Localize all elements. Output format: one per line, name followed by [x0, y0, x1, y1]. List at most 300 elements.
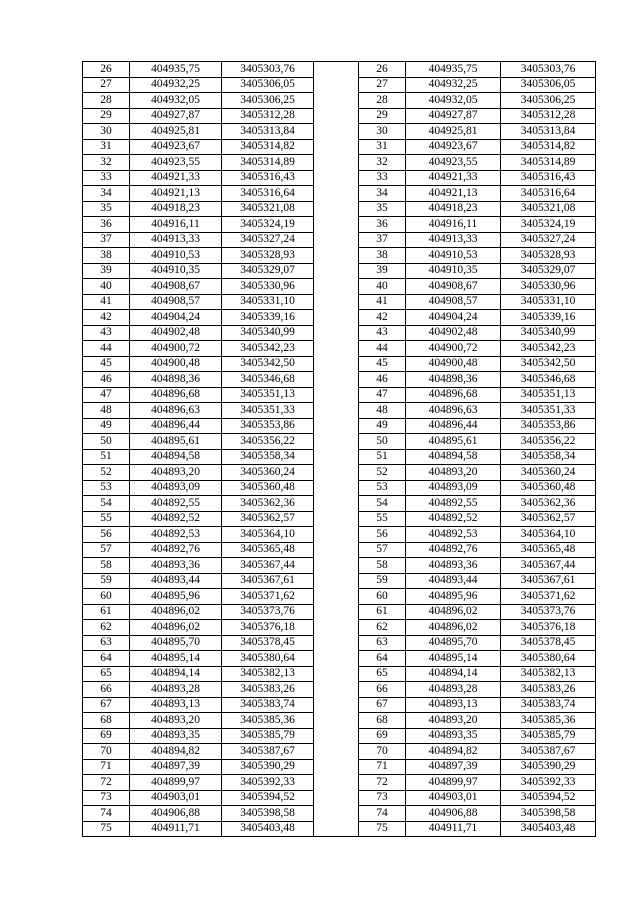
right-point-number-cell: 41 — [359, 294, 406, 310]
right-point-number-cell: 60 — [359, 589, 406, 605]
left-point-number-cell: 38 — [83, 248, 130, 264]
left-point-number-cell: 50 — [83, 434, 130, 450]
right-y-coordinate-cell: 3405385,36 — [501, 713, 596, 729]
left-x-coordinate-cell: 404893,44 — [130, 573, 222, 589]
left-point-number-cell: 53 — [83, 480, 130, 496]
left-point-number-cell: 37 — [83, 232, 130, 248]
table-row — [83, 465, 596, 481]
left-x-coordinate-cell: 404908,67 — [130, 279, 222, 295]
right-point-number-cell: 44 — [359, 341, 406, 357]
left-x-coordinate-cell: 404923,55 — [130, 155, 222, 171]
left-point-number-cell: 55 — [83, 511, 130, 527]
right-x-coordinate-cell: 404893,20 — [406, 713, 501, 729]
left-x-coordinate-cell: 404893,36 — [130, 558, 222, 574]
column-spacer — [314, 93, 359, 109]
table-row — [83, 821, 596, 837]
left-point-number-cell: 73 — [83, 790, 130, 806]
left-point-number-cell: 59 — [83, 573, 130, 589]
left-y-coordinate-cell: 3405321,08 — [222, 201, 314, 217]
right-y-coordinate-cell: 3405364,10 — [501, 527, 596, 543]
left-x-coordinate-cell: 404923,67 — [130, 139, 222, 155]
table-row — [83, 759, 596, 775]
left-y-coordinate-cell: 3405390,29 — [222, 759, 314, 775]
right-x-coordinate-cell: 404923,55 — [406, 155, 501, 171]
left-y-coordinate-cell: 3405342,50 — [222, 356, 314, 372]
left-point-number-cell: 74 — [83, 806, 130, 822]
left-y-coordinate-cell: 3405398,58 — [222, 806, 314, 822]
right-point-number-cell: 45 — [359, 356, 406, 372]
left-y-coordinate-cell: 3405316,64 — [222, 186, 314, 202]
left-y-coordinate-cell: 3405324,19 — [222, 217, 314, 233]
table-row — [83, 418, 596, 434]
column-spacer — [314, 434, 359, 450]
left-point-number-cell: 75 — [83, 821, 130, 837]
right-point-number-cell: 51 — [359, 449, 406, 465]
table-row — [83, 542, 596, 558]
left-x-coordinate-cell: 404898,36 — [130, 372, 222, 388]
left-x-coordinate-cell: 404894,58 — [130, 449, 222, 465]
column-spacer — [314, 775, 359, 791]
right-x-coordinate-cell: 404895,70 — [406, 635, 501, 651]
left-x-coordinate-cell: 404892,53 — [130, 527, 222, 543]
column-spacer — [314, 418, 359, 434]
right-x-coordinate-cell: 404894,82 — [406, 744, 501, 760]
table-row — [83, 790, 596, 806]
right-point-number-cell: 30 — [359, 124, 406, 140]
right-y-coordinate-cell: 3405398,58 — [501, 806, 596, 822]
left-point-number-cell: 63 — [83, 635, 130, 651]
right-x-coordinate-cell: 404932,05 — [406, 93, 501, 109]
table-row — [83, 604, 596, 620]
column-spacer — [314, 403, 359, 419]
right-x-coordinate-cell: 404894,58 — [406, 449, 501, 465]
left-x-coordinate-cell: 404893,09 — [130, 480, 222, 496]
table-row — [83, 558, 596, 574]
table-row — [83, 449, 596, 465]
right-point-number-cell: 37 — [359, 232, 406, 248]
coordinates-table — [82, 61, 596, 837]
right-y-coordinate-cell: 3405316,64 — [501, 186, 596, 202]
left-x-coordinate-cell: 404935,75 — [130, 62, 222, 78]
right-y-coordinate-cell: 3405356,22 — [501, 434, 596, 450]
right-y-coordinate-cell: 3405330,96 — [501, 279, 596, 295]
table-row — [83, 108, 596, 124]
column-spacer — [314, 666, 359, 682]
table-row — [83, 728, 596, 744]
left-point-number-cell: 29 — [83, 108, 130, 124]
left-y-coordinate-cell: 3405387,67 — [222, 744, 314, 760]
column-spacer — [314, 77, 359, 93]
right-y-coordinate-cell: 3405353,86 — [501, 418, 596, 434]
left-point-number-cell: 35 — [83, 201, 130, 217]
right-x-coordinate-cell: 404893,20 — [406, 465, 501, 481]
right-x-coordinate-cell: 404935,75 — [406, 62, 501, 78]
table-row — [83, 434, 596, 450]
left-y-coordinate-cell: 3405356,22 — [222, 434, 314, 450]
left-x-coordinate-cell: 404896,02 — [130, 620, 222, 636]
left-point-number-cell: 62 — [83, 620, 130, 636]
left-x-coordinate-cell: 404895,14 — [130, 651, 222, 667]
column-spacer — [314, 511, 359, 527]
right-point-number-cell: 54 — [359, 496, 406, 512]
table-body — [83, 62, 596, 837]
table-row — [83, 403, 596, 419]
column-spacer — [314, 465, 359, 481]
left-x-coordinate-cell: 404921,33 — [130, 170, 222, 186]
left-point-number-cell: 41 — [83, 294, 130, 310]
right-y-coordinate-cell: 3405365,48 — [501, 542, 596, 558]
table-row — [83, 713, 596, 729]
right-x-coordinate-cell: 404896,68 — [406, 387, 501, 403]
right-x-coordinate-cell: 404900,48 — [406, 356, 501, 372]
right-y-coordinate-cell: 3405385,79 — [501, 728, 596, 744]
table-row — [83, 294, 596, 310]
table-row — [83, 635, 596, 651]
table-row — [83, 232, 596, 248]
table-row — [83, 201, 596, 217]
left-x-coordinate-cell: 404910,53 — [130, 248, 222, 264]
right-point-number-cell: 48 — [359, 403, 406, 419]
column-spacer — [314, 697, 359, 713]
right-point-number-cell: 62 — [359, 620, 406, 636]
right-x-coordinate-cell: 404895,14 — [406, 651, 501, 667]
right-x-coordinate-cell: 404893,13 — [406, 697, 501, 713]
right-point-number-cell: 31 — [359, 139, 406, 155]
left-y-coordinate-cell: 3405327,24 — [222, 232, 314, 248]
right-x-coordinate-cell: 404897,39 — [406, 759, 501, 775]
right-y-coordinate-cell: 3405360,24 — [501, 465, 596, 481]
right-y-coordinate-cell: 3405390,29 — [501, 759, 596, 775]
right-point-number-cell: 63 — [359, 635, 406, 651]
right-y-coordinate-cell: 3405362,36 — [501, 496, 596, 512]
left-x-coordinate-cell: 404895,70 — [130, 635, 222, 651]
right-point-number-cell: 34 — [359, 186, 406, 202]
right-y-coordinate-cell: 3405360,48 — [501, 480, 596, 496]
right-y-coordinate-cell: 3405314,82 — [501, 139, 596, 155]
left-point-number-cell: 42 — [83, 310, 130, 326]
right-y-coordinate-cell: 3405321,08 — [501, 201, 596, 217]
left-point-number-cell: 48 — [83, 403, 130, 419]
column-spacer — [314, 279, 359, 295]
right-point-number-cell: 32 — [359, 155, 406, 171]
right-point-number-cell: 75 — [359, 821, 406, 837]
right-point-number-cell: 50 — [359, 434, 406, 450]
left-x-coordinate-cell: 404932,05 — [130, 93, 222, 109]
column-spacer — [314, 170, 359, 186]
left-point-number-cell: 28 — [83, 93, 130, 109]
left-x-coordinate-cell: 404893,28 — [130, 682, 222, 698]
left-point-number-cell: 68 — [83, 713, 130, 729]
table-row — [83, 139, 596, 155]
left-point-number-cell: 69 — [83, 728, 130, 744]
left-x-coordinate-cell: 404895,61 — [130, 434, 222, 450]
left-x-coordinate-cell: 404918,23 — [130, 201, 222, 217]
left-y-coordinate-cell: 3405360,24 — [222, 465, 314, 481]
right-point-number-cell: 59 — [359, 573, 406, 589]
right-point-number-cell: 73 — [359, 790, 406, 806]
left-y-coordinate-cell: 3405312,28 — [222, 108, 314, 124]
table-row — [83, 341, 596, 357]
right-point-number-cell: 61 — [359, 604, 406, 620]
left-point-number-cell: 65 — [83, 666, 130, 682]
right-x-coordinate-cell: 404898,36 — [406, 372, 501, 388]
left-point-number-cell: 40 — [83, 279, 130, 295]
right-x-coordinate-cell: 404903,01 — [406, 790, 501, 806]
left-point-number-cell: 49 — [83, 418, 130, 434]
left-x-coordinate-cell: 404896,44 — [130, 418, 222, 434]
left-y-coordinate-cell: 3405329,07 — [222, 263, 314, 279]
left-x-coordinate-cell: 404913,33 — [130, 232, 222, 248]
table-row — [83, 527, 596, 543]
left-point-number-cell: 52 — [83, 465, 130, 481]
left-point-number-cell: 30 — [83, 124, 130, 140]
table-row — [83, 666, 596, 682]
table-row — [83, 356, 596, 372]
table-row — [83, 806, 596, 822]
left-y-coordinate-cell: 3405362,57 — [222, 511, 314, 527]
table-row — [83, 775, 596, 791]
right-y-coordinate-cell: 3405327,24 — [501, 232, 596, 248]
left-x-coordinate-cell: 404902,48 — [130, 325, 222, 341]
right-point-number-cell: 57 — [359, 542, 406, 558]
table-row — [83, 372, 596, 388]
column-spacer — [314, 124, 359, 140]
right-y-coordinate-cell: 3405331,10 — [501, 294, 596, 310]
table-row — [83, 620, 596, 636]
right-y-coordinate-cell: 3405358,34 — [501, 449, 596, 465]
left-point-number-cell: 26 — [83, 62, 130, 78]
right-x-coordinate-cell: 404902,48 — [406, 325, 501, 341]
table-row — [83, 480, 596, 496]
left-x-coordinate-cell: 404908,57 — [130, 294, 222, 310]
left-y-coordinate-cell: 3405378,45 — [222, 635, 314, 651]
left-point-number-cell: 56 — [83, 527, 130, 543]
left-y-coordinate-cell: 3405367,44 — [222, 558, 314, 574]
left-point-number-cell: 57 — [83, 542, 130, 558]
left-point-number-cell: 72 — [83, 775, 130, 791]
left-y-coordinate-cell: 3405316,43 — [222, 170, 314, 186]
right-x-coordinate-cell: 404895,61 — [406, 434, 501, 450]
column-spacer — [314, 341, 359, 357]
left-x-coordinate-cell: 404893,13 — [130, 697, 222, 713]
left-x-coordinate-cell: 404906,88 — [130, 806, 222, 822]
right-x-coordinate-cell: 404923,67 — [406, 139, 501, 155]
right-x-coordinate-cell: 404916,11 — [406, 217, 501, 233]
left-x-coordinate-cell: 404900,48 — [130, 356, 222, 372]
left-point-number-cell: 64 — [83, 651, 130, 667]
left-point-number-cell: 32 — [83, 155, 130, 171]
left-point-number-cell: 33 — [83, 170, 130, 186]
left-x-coordinate-cell: 404911,71 — [130, 821, 222, 837]
right-x-coordinate-cell: 404893,09 — [406, 480, 501, 496]
column-spacer — [314, 558, 359, 574]
left-x-coordinate-cell: 404925,81 — [130, 124, 222, 140]
right-y-coordinate-cell: 3405303,76 — [501, 62, 596, 78]
right-point-number-cell: 49 — [359, 418, 406, 434]
right-y-coordinate-cell: 3405351,13 — [501, 387, 596, 403]
column-spacer — [314, 620, 359, 636]
left-y-coordinate-cell: 3405342,23 — [222, 341, 314, 357]
right-x-coordinate-cell: 404899,97 — [406, 775, 501, 791]
column-spacer — [314, 108, 359, 124]
left-x-coordinate-cell: 404910,35 — [130, 263, 222, 279]
right-x-coordinate-cell: 404908,67 — [406, 279, 501, 295]
left-y-coordinate-cell: 3405314,82 — [222, 139, 314, 155]
right-y-coordinate-cell: 3405312,28 — [501, 108, 596, 124]
column-spacer — [314, 728, 359, 744]
column-spacer — [314, 186, 359, 202]
left-y-coordinate-cell: 3405306,05 — [222, 77, 314, 93]
right-y-coordinate-cell: 3405367,61 — [501, 573, 596, 589]
right-point-number-cell: 40 — [359, 279, 406, 295]
column-spacer — [314, 294, 359, 310]
left-point-number-cell: 71 — [83, 759, 130, 775]
column-spacer — [314, 542, 359, 558]
table-row — [83, 155, 596, 171]
right-x-coordinate-cell: 404893,44 — [406, 573, 501, 589]
right-y-coordinate-cell: 3405367,44 — [501, 558, 596, 574]
column-spacer — [314, 356, 359, 372]
column-spacer — [314, 651, 359, 667]
right-point-number-cell: 66 — [359, 682, 406, 698]
left-x-coordinate-cell: 404897,39 — [130, 759, 222, 775]
right-y-coordinate-cell: 3405342,50 — [501, 356, 596, 372]
left-y-coordinate-cell: 3405313,84 — [222, 124, 314, 140]
column-spacer — [314, 604, 359, 620]
column-spacer — [314, 217, 359, 233]
right-point-number-cell: 35 — [359, 201, 406, 217]
column-spacer — [314, 821, 359, 837]
right-point-number-cell: 69 — [359, 728, 406, 744]
right-y-coordinate-cell: 3405362,57 — [501, 511, 596, 527]
left-point-number-cell: 54 — [83, 496, 130, 512]
right-y-coordinate-cell: 3405371,62 — [501, 589, 596, 605]
right-point-number-cell: 64 — [359, 651, 406, 667]
left-y-coordinate-cell: 3405364,10 — [222, 527, 314, 543]
right-x-coordinate-cell: 404921,13 — [406, 186, 501, 202]
left-x-coordinate-cell: 404904,24 — [130, 310, 222, 326]
left-point-number-cell: 47 — [83, 387, 130, 403]
left-x-coordinate-cell: 404893,35 — [130, 728, 222, 744]
right-y-coordinate-cell: 3405376,18 — [501, 620, 596, 636]
right-y-coordinate-cell: 3405380,64 — [501, 651, 596, 667]
left-point-number-cell: 67 — [83, 697, 130, 713]
right-point-number-cell: 47 — [359, 387, 406, 403]
right-x-coordinate-cell: 404913,33 — [406, 232, 501, 248]
left-point-number-cell: 61 — [83, 604, 130, 620]
right-x-coordinate-cell: 404894,14 — [406, 666, 501, 682]
column-spacer — [314, 480, 359, 496]
table-row — [83, 651, 596, 667]
right-point-number-cell: 43 — [359, 325, 406, 341]
column-spacer — [314, 744, 359, 760]
left-y-coordinate-cell: 3405362,36 — [222, 496, 314, 512]
left-y-coordinate-cell: 3405306,25 — [222, 93, 314, 109]
table-row — [83, 697, 596, 713]
right-y-coordinate-cell: 3405306,05 — [501, 77, 596, 93]
left-y-coordinate-cell: 3405351,33 — [222, 403, 314, 419]
right-y-coordinate-cell: 3405342,23 — [501, 341, 596, 357]
right-x-coordinate-cell: 404900,72 — [406, 341, 501, 357]
left-y-coordinate-cell: 3405360,48 — [222, 480, 314, 496]
right-x-coordinate-cell: 404921,33 — [406, 170, 501, 186]
right-y-coordinate-cell: 3405306,25 — [501, 93, 596, 109]
left-x-coordinate-cell: 404903,01 — [130, 790, 222, 806]
right-x-coordinate-cell: 404896,02 — [406, 620, 501, 636]
right-y-coordinate-cell: 3405329,07 — [501, 263, 596, 279]
left-y-coordinate-cell: 3405383,74 — [222, 697, 314, 713]
right-point-number-cell: 53 — [359, 480, 406, 496]
right-x-coordinate-cell: 404904,24 — [406, 310, 501, 326]
right-y-coordinate-cell: 3405316,43 — [501, 170, 596, 186]
left-point-number-cell: 51 — [83, 449, 130, 465]
right-x-coordinate-cell: 404893,35 — [406, 728, 501, 744]
right-y-coordinate-cell: 3405351,33 — [501, 403, 596, 419]
left-x-coordinate-cell: 404927,87 — [130, 108, 222, 124]
right-point-number-cell: 72 — [359, 775, 406, 791]
right-y-coordinate-cell: 3405346,68 — [501, 372, 596, 388]
table-row — [83, 310, 596, 326]
left-y-coordinate-cell: 3405385,79 — [222, 728, 314, 744]
right-point-number-cell: 71 — [359, 759, 406, 775]
table-row — [83, 217, 596, 233]
right-x-coordinate-cell: 404895,96 — [406, 589, 501, 605]
right-point-number-cell: 38 — [359, 248, 406, 264]
right-y-coordinate-cell: 3405339,16 — [501, 310, 596, 326]
right-y-coordinate-cell: 3405340,99 — [501, 325, 596, 341]
table-row — [83, 682, 596, 698]
right-y-coordinate-cell: 3405378,45 — [501, 635, 596, 651]
right-point-number-cell: 74 — [359, 806, 406, 822]
left-y-coordinate-cell: 3405376,18 — [222, 620, 314, 636]
table-row — [83, 744, 596, 760]
left-x-coordinate-cell: 404916,11 — [130, 217, 222, 233]
left-y-coordinate-cell: 3405380,64 — [222, 651, 314, 667]
table-row — [83, 511, 596, 527]
table-row — [83, 325, 596, 341]
table-row — [83, 62, 596, 78]
table-row — [83, 263, 596, 279]
right-y-coordinate-cell: 3405328,93 — [501, 248, 596, 264]
column-spacer — [314, 387, 359, 403]
right-x-coordinate-cell: 404896,44 — [406, 418, 501, 434]
left-y-coordinate-cell: 3405392,33 — [222, 775, 314, 791]
left-x-coordinate-cell: 404894,14 — [130, 666, 222, 682]
right-point-number-cell: 56 — [359, 527, 406, 543]
column-spacer — [314, 527, 359, 543]
left-y-coordinate-cell: 3405351,13 — [222, 387, 314, 403]
right-y-coordinate-cell: 3405313,84 — [501, 124, 596, 140]
right-x-coordinate-cell: 404892,55 — [406, 496, 501, 512]
column-spacer — [314, 682, 359, 698]
left-y-coordinate-cell: 3405346,68 — [222, 372, 314, 388]
left-point-number-cell: 46 — [83, 372, 130, 388]
right-y-coordinate-cell: 3405403,48 — [501, 821, 596, 837]
table-row — [83, 589, 596, 605]
right-point-number-cell: 70 — [359, 744, 406, 760]
table-row — [83, 279, 596, 295]
right-y-coordinate-cell: 3405394,52 — [501, 790, 596, 806]
right-point-number-cell: 39 — [359, 263, 406, 279]
left-y-coordinate-cell: 3405403,48 — [222, 821, 314, 837]
right-point-number-cell: 42 — [359, 310, 406, 326]
column-spacer — [314, 790, 359, 806]
left-y-coordinate-cell: 3405358,34 — [222, 449, 314, 465]
column-spacer — [314, 635, 359, 651]
table-row — [83, 93, 596, 109]
left-y-coordinate-cell: 3405367,61 — [222, 573, 314, 589]
left-y-coordinate-cell: 3405394,52 — [222, 790, 314, 806]
